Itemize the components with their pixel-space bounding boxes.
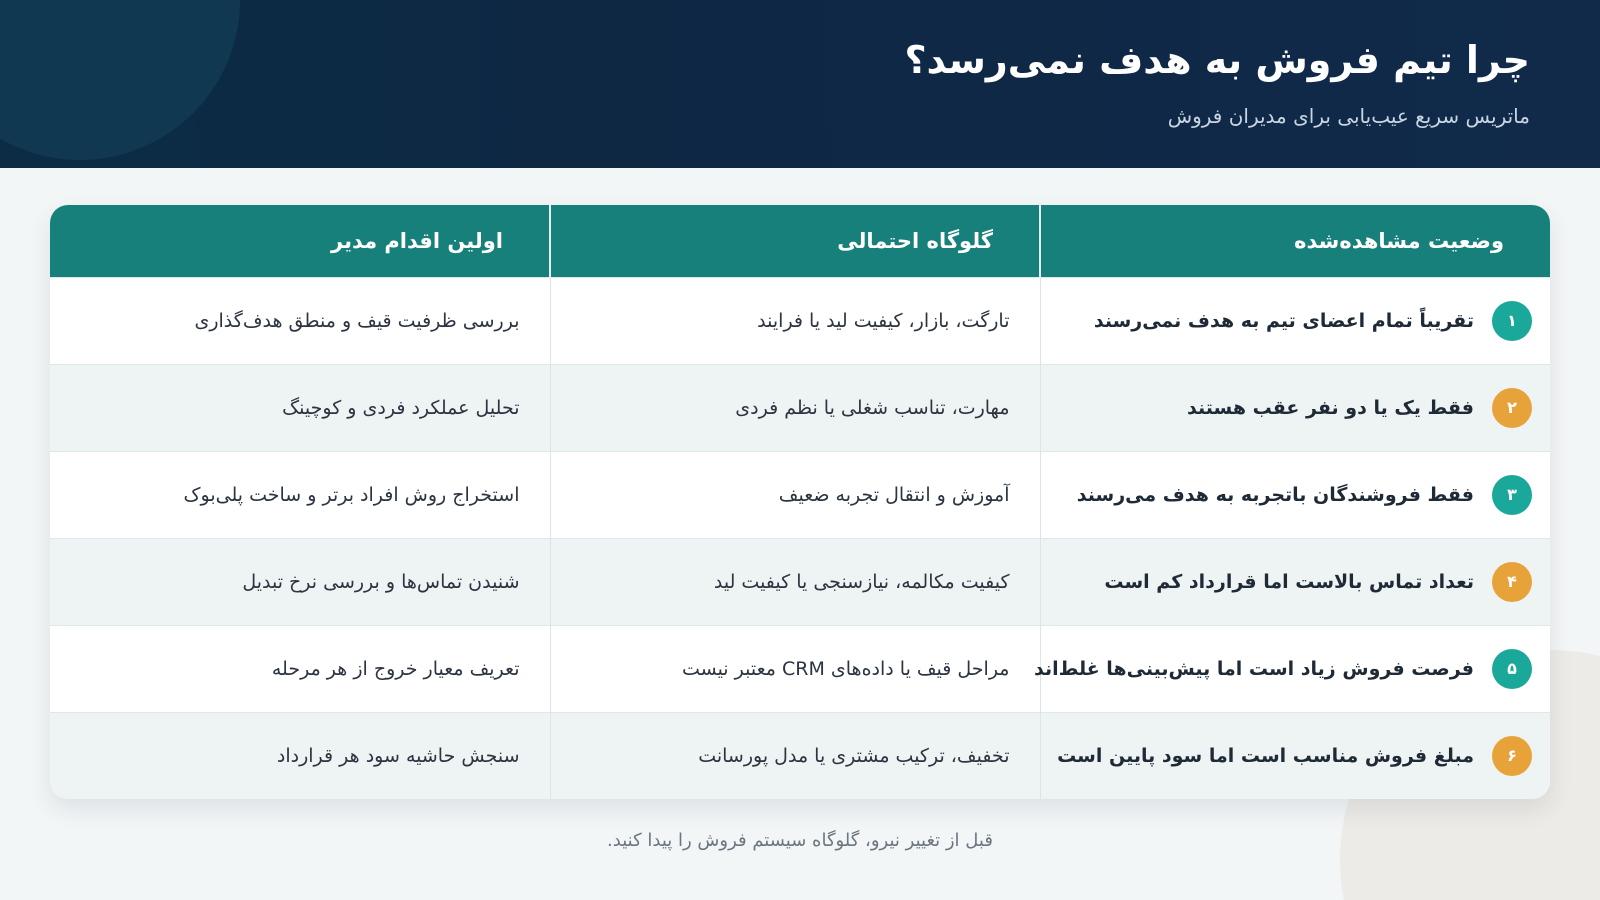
status-text: تعداد تماس بالاست اما قرارداد کم است bbox=[1104, 570, 1474, 593]
action-cell: استخراج روش افراد برتر و ساخت پلی‌بوک bbox=[50, 451, 550, 538]
column-header-bottleneck: گلوگاه احتمالی bbox=[550, 205, 1040, 277]
bottleneck-cell: مهارت، تناسب شغلی یا نظم فردی bbox=[550, 364, 1040, 451]
page-subtitle: ماتریس سریع عیب‌یابی برای مدیران فروش bbox=[1167, 104, 1530, 128]
row-number-badge: ۶ bbox=[1492, 736, 1532, 776]
row-number-badge: ۵ bbox=[1492, 649, 1532, 689]
status-text: تقریباً تمام اعضای تیم به هدف نمی‌رسند bbox=[1093, 309, 1474, 332]
bottleneck-cell: مراحل قیف یا داده‌های CRM معتبر نیست bbox=[550, 625, 1040, 712]
status-text: فرصت فروش زیاد است اما پیش‌بینی‌ها غلط‌اند bbox=[1033, 657, 1474, 680]
status-cell bbox=[1033, 625, 1550, 712]
row-number-badge: ۴ bbox=[1492, 562, 1532, 602]
action-cell: تعریف معیار خروج از هر مرحله bbox=[50, 625, 550, 712]
table-row bbox=[50, 364, 1550, 451]
status-cell bbox=[1040, 364, 1550, 451]
status-text: فقط فروشندگان باتجربه به هدف می‌رسند bbox=[1076, 483, 1474, 506]
status-text: فقط یک یا دو نفر عقب هستند bbox=[1187, 396, 1474, 419]
diagnosis-table bbox=[50, 205, 1550, 799]
row-number-badge: ۱ bbox=[1492, 301, 1532, 341]
column-header-status: وضعیت مشاهده‌شده bbox=[1040, 205, 1550, 277]
footer-note: قبل از تغییر نیرو، گلوگاه سیستم فروش را پیدا کنید. bbox=[607, 830, 993, 851]
bottleneck-cell: آموزش و انتقال تجربه ضعیف bbox=[550, 451, 1040, 538]
decorative-circle bbox=[0, 0, 240, 160]
table-row bbox=[50, 625, 1550, 712]
table-row bbox=[50, 451, 1550, 538]
status-cell bbox=[1040, 712, 1550, 799]
column-header-action: اولین اقدام مدیر bbox=[331, 228, 503, 253]
table-header-row bbox=[50, 205, 1550, 277]
table-row bbox=[50, 538, 1550, 625]
header-banner bbox=[0, 0, 1600, 168]
action-cell: شنیدن تماس‌ها و بررسی نرخ تبدیل bbox=[50, 538, 550, 625]
action-cell: سنجش حاشیه سود هر قرارداد bbox=[50, 712, 550, 799]
table-row bbox=[50, 277, 1550, 364]
action-cell: تحلیل عملکرد فردی و کوچینگ bbox=[50, 364, 550, 451]
status-cell bbox=[1040, 277, 1550, 364]
status-cell bbox=[1040, 538, 1550, 625]
diagnosis-table-card bbox=[50, 205, 1550, 799]
bottleneck-cell: کیفیت مکالمه، نیازسنجی یا کیفیت لید bbox=[550, 538, 1040, 625]
bottleneck-cell: تخفیف، ترکیب مشتری یا مدل پورسانت bbox=[550, 712, 1040, 799]
row-number-badge: ۳ bbox=[1492, 475, 1532, 515]
table-row bbox=[50, 712, 1550, 799]
action-cell: بررسی ظرفیت قیف و منطق هدف‌گذاری bbox=[50, 277, 550, 364]
bottleneck-cell: تارگت، بازار، کیفیت لید یا فرایند bbox=[550, 277, 1040, 364]
page-title: چرا تیم فروش به هدف نمی‌رسد؟ bbox=[904, 38, 1530, 82]
status-text: مبلغ فروش مناسب است اما سود پایین است bbox=[1057, 744, 1474, 767]
row-number-badge: ۲ bbox=[1492, 388, 1532, 428]
status-cell bbox=[1040, 451, 1550, 538]
